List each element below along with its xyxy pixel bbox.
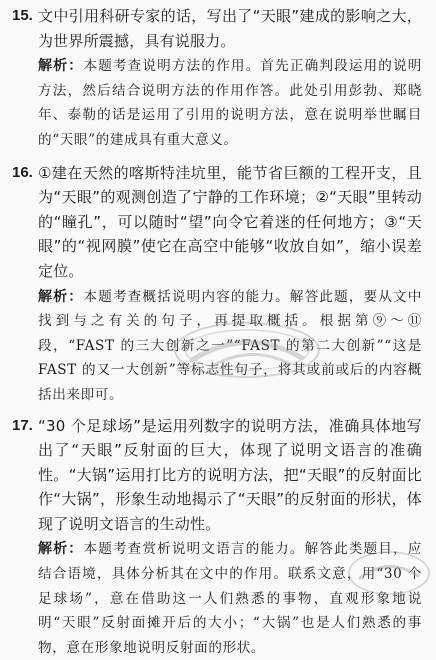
analysis-label: 解析： bbox=[38, 541, 83, 557]
analysis-label: 解析： bbox=[38, 289, 83, 305]
answer-text: “30 个足球场”是运用列数字的说明方法，准确具体地写出了“天眼”反射面的巨大，体现了说明文语言的准确性。“大锅”运用打比方的说明方法，把“天眼”的反射面比作“大锅”，形象生动地揭示了“天眼”的反射面的形状，体现了说明文语言的生动性。 bbox=[38, 414, 422, 537]
analysis-text: 本题考查赏析说明文语言的能力。解答此类题目，应结合语境，具体分析其在文中的作用。联系文意，用“30 个足球场”，意在借助这一人们熟悉的事物，直观形象地说明“天眼”反射面摊开后的大小；“大锅”也是人们熟悉的事物，意在形象地说明反射面的形状。 bbox=[38, 541, 422, 655]
analysis-paragraph bbox=[38, 54, 422, 152]
question-number: 17. bbox=[12, 414, 33, 438]
question-17 bbox=[12, 414, 422, 660]
analysis-paragraph bbox=[38, 537, 422, 660]
answer-text: ①建在天然的喀斯特洼坑里，能节省巨额的工程开支，且为“天眼”的观测创造了宁静的工作环境；②“天眼”里转动的“瞳孔”，可以随时“望”向令它着迷的任何地方；③“天眼”的“视网膜”使它在高空中能够“收放自如”，缩小误差定位。 bbox=[38, 161, 422, 284]
analysis-label: 解析： bbox=[38, 58, 83, 74]
analysis-text: 本题考查概括说明内容的能力。解答此题，要从文中找到与之有关的句子，再提取概括。根据第⑨～⑪段，“FAST 的三大创新之一”“FAST 的第二大创新”“这是 FAST 的又一大创新”等标志性句子，将其或前或后的内容概括出来即可。 bbox=[38, 289, 422, 403]
answer-text: 文中引用科研专家的话，写出了“天眼”建成的影响之大，为世界所震撼，具有说服力。 bbox=[38, 4, 422, 53]
question-16 bbox=[12, 161, 422, 408]
question-number: 16. bbox=[12, 161, 33, 185]
analysis-paragraph bbox=[38, 285, 422, 408]
question-15 bbox=[12, 4, 422, 153]
analysis-text: 本题考查说明方法的作用。首先正确判段运用的说明方法，然后结合说明方法的作用作答。此处引用彭勃、郑晓年、泰勒的话是运用了引用的说明方法，意在说明举世瞩目的“天眼”的建成具有重大意义。 bbox=[38, 58, 422, 148]
question-number: 15. bbox=[12, 4, 33, 28]
